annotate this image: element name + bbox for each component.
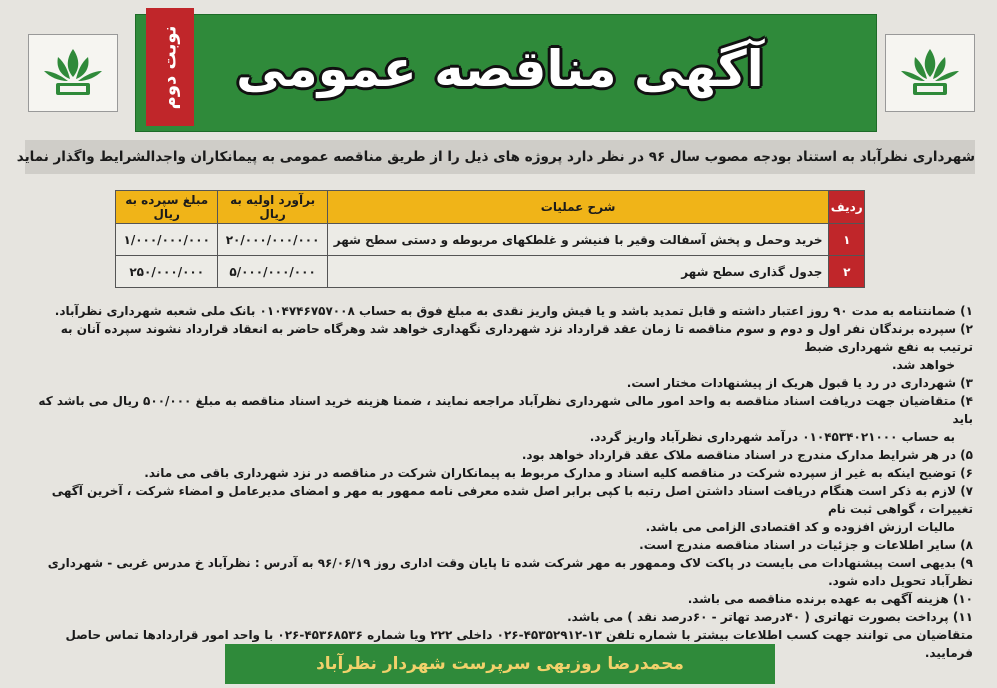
second-round-badge — [146, 8, 194, 126]
condition-item: ۹) بدیهی است پیشنهادات می بایست در پاکت لاک وممهور به مهر شرکت شده تا پایان وقت اداری روز ۹۶/۰۶/۱۹ به آدرس : نظرآباد خ مدرس غربی - شهرداری نظرآباد تحویل داده شود. — [47, 556, 973, 588]
condition-item: ۷) لازم به ذکر است هنگام دریافت اسناد داشتن اصل رتبه با کپی برابر اصل شده معرفی نامه ممهور به مهر و امضای مدیرعامل و امضاء شرکت ، آخرین آگهی تغییرات ، گواهی ثبت نام — [51, 484, 973, 516]
conditions-list — [28, 302, 973, 660]
municipality-logo-icon — [28, 34, 118, 112]
header-description: شرح عملیات — [327, 191, 829, 224]
row-estimate: ۵/۰۰۰/۰۰۰/۰۰۰ — [218, 256, 327, 288]
condition-item: ۶) توضیح اینکه به غیر از سپرده شرکت در مناقصه کلیه اسناد و مدارک مربوط به پیمانکاران شرکت در مناقصه در نزد شهرداری باقی می ماند. — [144, 466, 973, 480]
intro-text: شهرداری نظرآباد به استناد بودجه مصوب سال ۹۶ در نظر دارد پروژه های ذیل را از طریق مناقصه عمومی به پیمانکاران واجدالشرایط واگذار نماید — [25, 140, 975, 174]
row-description: جدول گذاری سطح شهر — [327, 256, 829, 288]
row-number: ۱ — [829, 224, 865, 256]
row-number: ۲ — [829, 256, 865, 288]
header-deposit: مبلغ سپرده به ریال — [116, 191, 218, 224]
badge-label: نوبت دوم — [159, 25, 181, 109]
contact-info: متقاضیان می توانند جهت کسب اطلاعات بیشتر با شماره تلفن ۱۳-۴۵۳۵۲۹۱۲-۰۲۶ داخلی ۲۲۲ ویا شماره ۴۵۳۶۸۵۳۶-۰۲۶ با واحد امور قراردادها تماس حاصل فرمایید. — [65, 628, 973, 660]
condition-item-continuation: به حساب ۰۱۰۴۵۳۴۰۲۱۰۰۰ درآمد شهرداری نظرآباد واریز گردد. — [589, 430, 955, 444]
table-row — [116, 224, 865, 256]
row-estimate: ۲۰/۰۰۰/۰۰۰/۰۰۰ — [218, 224, 327, 256]
condition-item-continuation: مالیات ارزش افزوده و کد اقتصادی الزامی می باشد. — [645, 520, 955, 534]
signature-footer: محمدرضا روزبهی سرپرست شهردار نظرآباد — [225, 644, 775, 684]
condition-item: ۴) متقاضیان جهت دریافت اسناد مناقصه به واحد امور مالی شهرداری نظرآباد مراجعه نمایند ، ضمنا هزینه خرید اسناد مناقصه به مبلغ ۵۰۰/۰۰۰ ریال می باشد که باید — [38, 394, 973, 426]
condition-item: ۱) ضمانتنامه به مدت ۹۰ روز اعتبار داشته و قابل تمدید باشد و یا فیش واریز نقدی به مبلغ فوق به حساب ۰۱۰۴۷۴۶۷۵۷۰۰۸ بانک ملی شعبه شهرداری نظرآباد. — [54, 304, 973, 318]
header-estimate: برآورد اولیه به ریال — [218, 191, 327, 224]
row-deposit: ۲۵۰/۰۰۰/۰۰۰ — [116, 256, 218, 288]
page-title: آگهی مناقصه عمومی — [236, 40, 764, 98]
condition-item: ۸) سایر اطلاعات و جزئیات در اسناد مناقصه مندرج است. — [639, 538, 973, 552]
condition-item: ۳) شهرداری در رد یا قبول هریک از پیشنهادات مختار است. — [626, 376, 973, 390]
table-row — [116, 256, 865, 288]
operations-table — [115, 190, 865, 288]
row-deposit: ۱/۰۰۰/۰۰۰/۰۰۰ — [116, 224, 218, 256]
condition-item: ۵) در هر شرایط مدارک مندرج در اسناد مناقصه ملاک عقد قرارداد خواهد بود. — [521, 448, 973, 462]
row-description: خرید وحمل و پخش آسفالت وقیر با فنیشر و غلطکهای مربوطه و دستی سطح شهر — [327, 224, 829, 256]
condition-item: ۱۰) هزینه آگهی به عهده برنده مناقصه می باشد. — [687, 592, 973, 606]
condition-item: ۱۱) پرداخت بصورت تهاتری ( ۴۰درصد تهاتر - ۶۰درصد نقد ) می باشد. — [567, 610, 973, 624]
table-header-row — [116, 191, 865, 224]
municipality-logo-icon — [885, 34, 975, 112]
header-row-number: ردیف — [829, 191, 865, 224]
condition-item: ۲) سپرده برندگان نفر اول و دوم و سوم مناقصه تا زمان عقد قرارداد نزد شهرداری نگهداری خواهد شد وهرگاه حاضر به انعقاد قرارداد نشوند سپرده آنان به ترتیب به نفع شهرداری ضبط — [60, 322, 973, 354]
condition-item-continuation: خواهد شد. — [891, 358, 955, 372]
